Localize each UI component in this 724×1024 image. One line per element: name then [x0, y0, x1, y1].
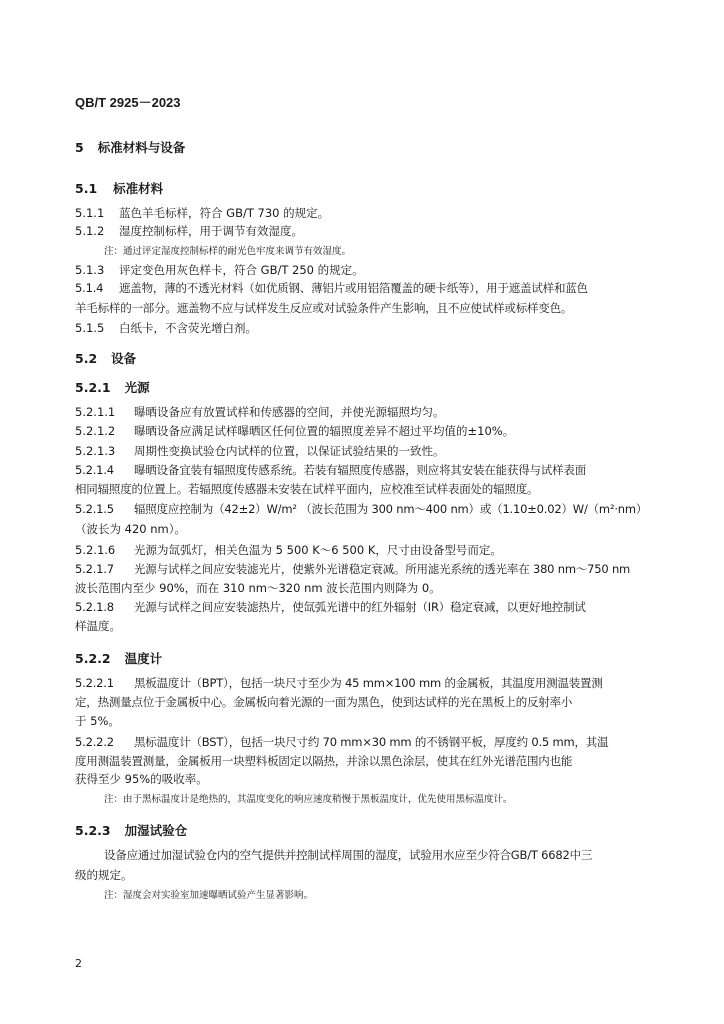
clause-5-2-2-2-line2: 度用测温装置测量，金属板用一块塑料板固定以隔热，并涂以黑色涂层，使其在红外光谱范围内也能: [75, 754, 573, 768]
note-5-2-2-2: 注：由于黑标温度计是绝热的，其温度变化的响应速度稍慢于黑板温度计，优先使用黑标温度计。: [104, 794, 513, 805]
clause-5-2-2-2-line3: 获得至少 95%的吸收率。: [75, 772, 208, 786]
clause-5-2-1-1: 5.2.1.1 曝晒设备应有放置试样和传感器的空间，并使光源辐照均匀。: [75, 405, 445, 419]
clause-5-2-1-4-line1: 5.2.1.4 曝晒设备宜装有辐照度传感系统。若装有辐照度传感器，则应将其安装在能获得与试样表面: [75, 463, 586, 477]
section-title: 标准材料: [113, 181, 164, 196]
clause-5-1-4-line2: 羊毛标样的一部分。遮盖物不应与试样发生反应或对试验条件产生影响，且不应使试样或标样变色。: [75, 301, 573, 315]
clause-5-1-3: 5.1.3 评定变色用灰色样卡，符合 GB/T 250 的规定。: [75, 263, 364, 277]
clause-5-1-4-line1: 5.1.4 遮盖物，薄的不透光材料（如优质钢、薄铝片或用铝箔覆盖的硬卡纸等），用于遮盖试样和蓝色: [75, 281, 588, 295]
clause-5-2-1-4-line2: 相同辐照度的位置上。若辐照度传感器未安装在试样平面内，应校准至试样表面处的辐照度。: [75, 482, 539, 496]
clause-5-2-3-body-line1: 设备应通过加湿试验仓内的空气提供并控制试样周围的湿度，试验用水应至少符合GB/T 6682中三: [104, 848, 593, 862]
clause-5-2-1-8-line1: 5.2.1.8 光源与试样之间应安装滤热片，使氙弧光谱中的红外辐射（IR）稳定衰减，以更好地控制试: [75, 600, 586, 614]
clause-5-1-2: 5.1.2 湿度控制标样，用于调节有效湿度。: [75, 224, 303, 238]
clause-5-1-1: 5.1.1 蓝色羊毛标样，符合 GB/T 730 的规定。: [75, 206, 330, 220]
section-5-2-heading: 5.2 设备: [75, 351, 137, 366]
section-number: 5: [75, 140, 84, 155]
section-title: 标准材料与设备: [97, 140, 186, 155]
clause-5-2-1-2: 5.2.1.2 曝晒设备应满足试样曝晒区任何位置的辐照度差异不超过平均值的±10%。: [75, 424, 515, 438]
note-5-1-2: 注：通过评定湿度控制标样的耐光色牢度来调节有效湿度。: [104, 246, 352, 257]
standard-code-header: QB/T 2925－2023: [75, 95, 181, 110]
clause-5-2-1-6: 5.2.1.6 光源为氙弧灯，相关色温为 5 500 K～6 500 K，尺寸由设备型号而定。: [75, 543, 502, 557]
clause-5-2-1-5-line2: （波长为 420 nm）。: [75, 522, 187, 536]
clause-5-2-1-7-line1: 5.2.1.7 光源与试样之间应安装滤光片，使紫外光谱稳定衰减。所用滤光系统的透光率在 380 nm～750 nm: [75, 562, 631, 576]
clause-5-2-3-body-line2: 级的规定。: [75, 868, 133, 882]
clause-5-2-1-3: 5.2.1.3 周期性变换试验仓内试样的位置，以保证试验结果的一致性。: [75, 444, 445, 458]
clause-5-2-2-1-line2: 定，热测量点位于金属板中心。金属板向着光源的一面为黑色，使到达试样的光在黑板上的反射率小: [75, 695, 573, 709]
clause-5-2-2-1-line1: 5.2.2.1 黑板温度计（BPT），包括一块尺寸至少为 45 mm×100 mm 的金属板，其温度用测温装置测: [75, 676, 603, 690]
section-5-heading: [75, 138, 185, 156]
section-5-1-heading: [75, 179, 163, 197]
clause-5-2-2-2-line1: 5.2.2.2 黑标温度计（BST），包括一块尺寸约 70 mm×30 mm 的不锈钢平板，厚度约 0.5 mm，其温: [75, 735, 609, 749]
clause-5-2-2-1-line3: 于 5%。: [75, 714, 120, 728]
section-5-2-1-heading: 5.2.1 光源: [75, 380, 150, 395]
page-number: 2: [75, 957, 82, 970]
section-5-2-2-heading: 5.2.2 温度计: [75, 651, 163, 666]
clause-5-2-1-8-line2: 样温度。: [75, 619, 121, 633]
clause-5-2-1-5-line1: 5.2.1.5 辐照度应控制为（42±2）W/m² （波长范围为 300 nm～400 nm）或（1.10±0.02）W/（m²·nm）: [75, 502, 648, 516]
section-5-2-3-heading: 5.2.3 加湿试验仓: [75, 823, 188, 838]
clause-5-2-1-7-line2: 波长范围内至少 90%，而在 310 nm～320 nm 波长范围内则降为 0。: [75, 581, 441, 595]
note-5-2-3: 注：湿度会对实验室加速曝晒试验产生显著影响。: [104, 890, 314, 901]
clause-5-1-5: 5.1.5 白纸卡，不含荧光增白剂。: [75, 321, 257, 335]
section-number: 5.1: [75, 181, 98, 196]
